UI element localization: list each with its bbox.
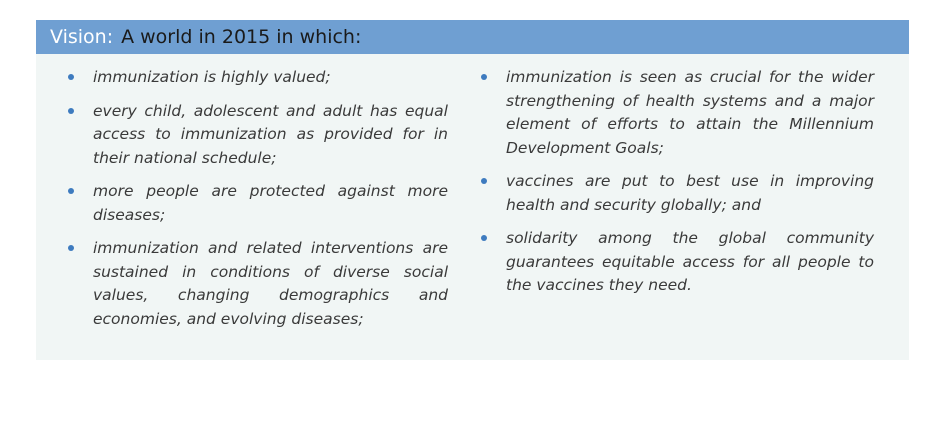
bullet-icon <box>68 188 74 194</box>
bullet-icon <box>68 108 74 114</box>
right-column-list <box>478 66 874 308</box>
vision-title: A world in 2015 in which: <box>121 26 362 48</box>
list-item <box>65 180 448 227</box>
list-item-text: vaccines are put to best use in improving health and security globally; and <box>506 172 874 214</box>
bullet-icon <box>481 178 487 184</box>
vision-label: Vision: <box>50 26 114 48</box>
list-item <box>65 237 448 331</box>
vision-box <box>36 20 909 360</box>
bullet-icon <box>481 235 487 241</box>
bullet-icon <box>68 74 74 80</box>
list-item-text: more people are protected against more diseases; <box>93 182 448 224</box>
vision-header <box>36 20 909 54</box>
list-item-text: solidarity among the global community guarantees equitable access for all people to the vaccines they need. <box>506 229 874 294</box>
list-item <box>478 227 874 298</box>
list-item <box>65 66 448 90</box>
list-item-text: immunization is seen as crucial for the wider strengthening of health systems and a major element of efforts to attain the Millennium Development Goals; <box>506 68 874 157</box>
list-item-text: immunization is highly valued; <box>93 68 331 86</box>
left-column-list <box>65 66 448 341</box>
list-item <box>478 170 874 217</box>
list-item <box>478 66 874 160</box>
bullet-icon <box>68 245 74 251</box>
list-item <box>65 100 448 171</box>
list-item-text: immunization and related interventions are sustained in conditions of diverse social values, changing demographics and economies, and evolving diseases; <box>93 239 448 328</box>
list-item-text: every child, adolescent and adult has equal access to immunization as provided for in their national schedule; <box>93 101 448 167</box>
bullet-icon <box>481 74 487 80</box>
